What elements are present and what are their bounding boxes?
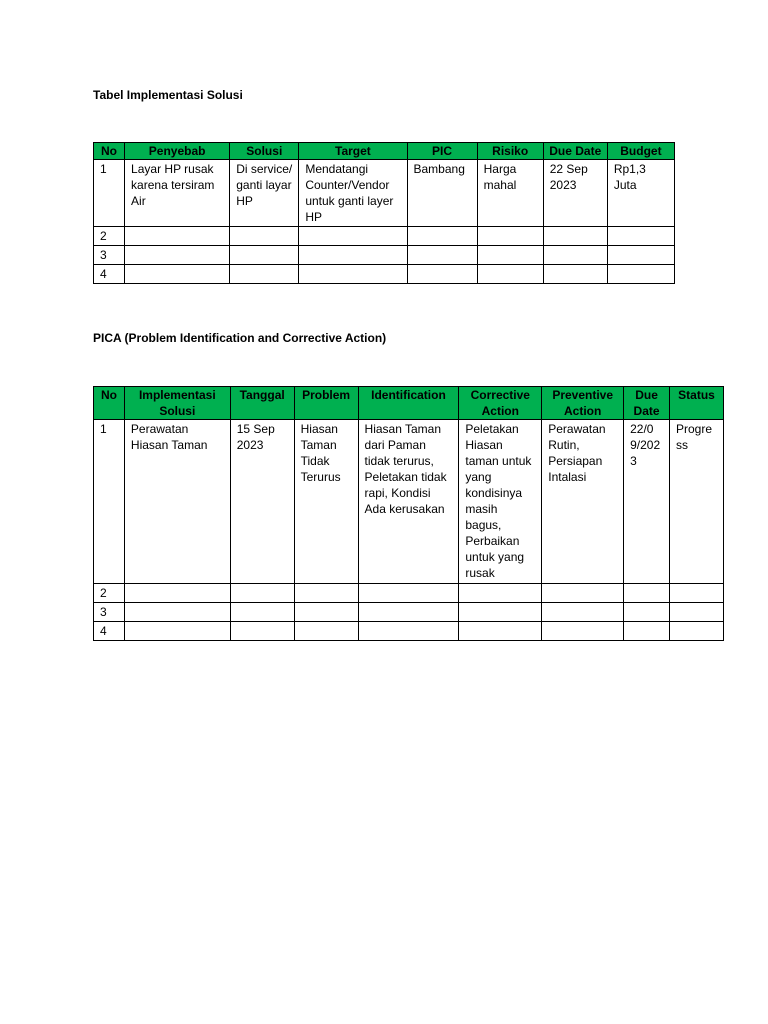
cell-status <box>670 622 724 641</box>
cell-budget: Rp1,3 Juta <box>607 160 674 227</box>
cell-target: Mendatangi Counter/Vendor untuk ganti layer HP <box>299 160 407 227</box>
cell-identification <box>358 603 459 622</box>
cell-no: 4 <box>94 265 125 284</box>
header-due-date: Due Date <box>624 387 670 420</box>
cell-no: 1 <box>94 420 125 584</box>
cell-status <box>670 584 724 603</box>
cell-corrective-action <box>459 622 542 641</box>
table2-title: PICA (Problem Identification and Corrective Action) <box>93 331 387 345</box>
cell-preventive-action <box>542 622 624 641</box>
cell-solusi <box>230 265 299 284</box>
cell-pic <box>407 227 477 246</box>
cell-due-date <box>624 584 670 603</box>
header-preventive-action: Preventive Action <box>542 387 624 420</box>
header-no: No <box>94 143 125 160</box>
table-row <box>94 246 675 265</box>
cell-pic: Bambang <box>407 160 477 227</box>
cell-identification <box>358 584 459 603</box>
cell-risiko <box>477 265 543 284</box>
cell-risiko <box>477 227 543 246</box>
cell-penyebab <box>125 227 230 246</box>
cell-due-date <box>624 603 670 622</box>
cell-budget <box>607 227 674 246</box>
cell-identification <box>358 622 459 641</box>
header-no: No <box>94 387 125 420</box>
cell-tanggal <box>230 603 294 622</box>
cell-problem: Hiasan Taman Tidak Terurus <box>294 420 358 584</box>
header-risiko: Risiko <box>477 143 543 160</box>
cell-tanggal <box>230 622 294 641</box>
table-row <box>94 420 724 584</box>
cell-problem <box>294 622 358 641</box>
cell-pic <box>407 246 477 265</box>
cell-preventive-action <box>542 584 624 603</box>
cell-implementasi-solusi <box>124 584 230 603</box>
cell-budget <box>607 265 674 284</box>
cell-target <box>299 265 407 284</box>
cell-penyebab <box>125 265 230 284</box>
table-row <box>94 265 675 284</box>
header-target: Target <box>299 143 407 160</box>
cell-tanggal <box>230 584 294 603</box>
table-row <box>94 603 724 622</box>
cell-penyebab: Layar HP rusak karena tersiram Air <box>125 160 230 227</box>
pica-table <box>93 386 724 641</box>
header-problem: Problem <box>294 387 358 420</box>
cell-implementasi-solusi <box>124 622 230 641</box>
cell-implementasi-solusi <box>124 603 230 622</box>
cell-solusi <box>230 246 299 265</box>
cell-preventive-action <box>542 603 624 622</box>
cell-target <box>299 227 407 246</box>
cell-solusi <box>230 227 299 246</box>
cell-no: 2 <box>94 584 125 603</box>
cell-identification: Hiasan Taman dari Paman tidak terurus, Peletakan tidak rapi, Kondisi Ada kerusakan <box>358 420 459 584</box>
table-header-row <box>94 143 675 160</box>
cell-problem <box>294 584 358 603</box>
header-implementasi-solusi: Implementasi Solusi <box>124 387 230 420</box>
header-solusi: Solusi <box>230 143 299 160</box>
cell-due-date <box>543 227 607 246</box>
cell-due-date <box>624 622 670 641</box>
cell-no: 1 <box>94 160 125 227</box>
cell-problem <box>294 603 358 622</box>
table-row <box>94 584 724 603</box>
cell-status <box>670 603 724 622</box>
table-row <box>94 160 675 227</box>
cell-tanggal: 15 Sep 2023 <box>230 420 294 584</box>
cell-penyebab <box>125 246 230 265</box>
cell-status: Progress <box>670 420 724 584</box>
cell-corrective-action <box>459 603 542 622</box>
table1-title: Tabel Implementasi Solusi <box>93 88 243 102</box>
header-due-date: Due Date <box>543 143 607 160</box>
cell-implementasi-solusi: Perawatan Hiasan Taman <box>124 420 230 584</box>
cell-no: 3 <box>94 246 125 265</box>
cell-no: 4 <box>94 622 125 641</box>
cell-due-date <box>543 265 607 284</box>
cell-no: 3 <box>94 603 125 622</box>
cell-preventive-action: Perawatan Rutin, Persiapan Intalasi <box>542 420 624 584</box>
cell-corrective-action: Peletakan Hiasan taman untuk yang kondisinya masih bagus, Perbaikan untuk yang rusak <box>459 420 542 584</box>
table-row <box>94 227 675 246</box>
cell-risiko <box>477 246 543 265</box>
cell-target <box>299 246 407 265</box>
cell-due-date: 22/09/2023 <box>624 420 670 584</box>
header-budget: Budget <box>607 143 674 160</box>
cell-pic <box>407 265 477 284</box>
header-penyebab: Penyebab <box>125 143 230 160</box>
header-pic: PIC <box>407 143 477 160</box>
cell-risiko: Harga mahal <box>477 160 543 227</box>
header-tanggal: Tanggal <box>230 387 294 420</box>
table-header-row <box>94 387 724 420</box>
cell-solusi: Di service/ ganti layar HP <box>230 160 299 227</box>
implementasi-solusi-table <box>93 142 675 284</box>
header-identification: Identification <box>358 387 459 420</box>
header-corrective-action: Corrective Action <box>459 387 542 420</box>
header-status: Status <box>670 387 724 420</box>
table-row <box>94 622 724 641</box>
cell-no: 2 <box>94 227 125 246</box>
cell-corrective-action <box>459 584 542 603</box>
cell-due-date: 22 Sep 2023 <box>543 160 607 227</box>
cell-due-date <box>543 246 607 265</box>
cell-budget <box>607 246 674 265</box>
